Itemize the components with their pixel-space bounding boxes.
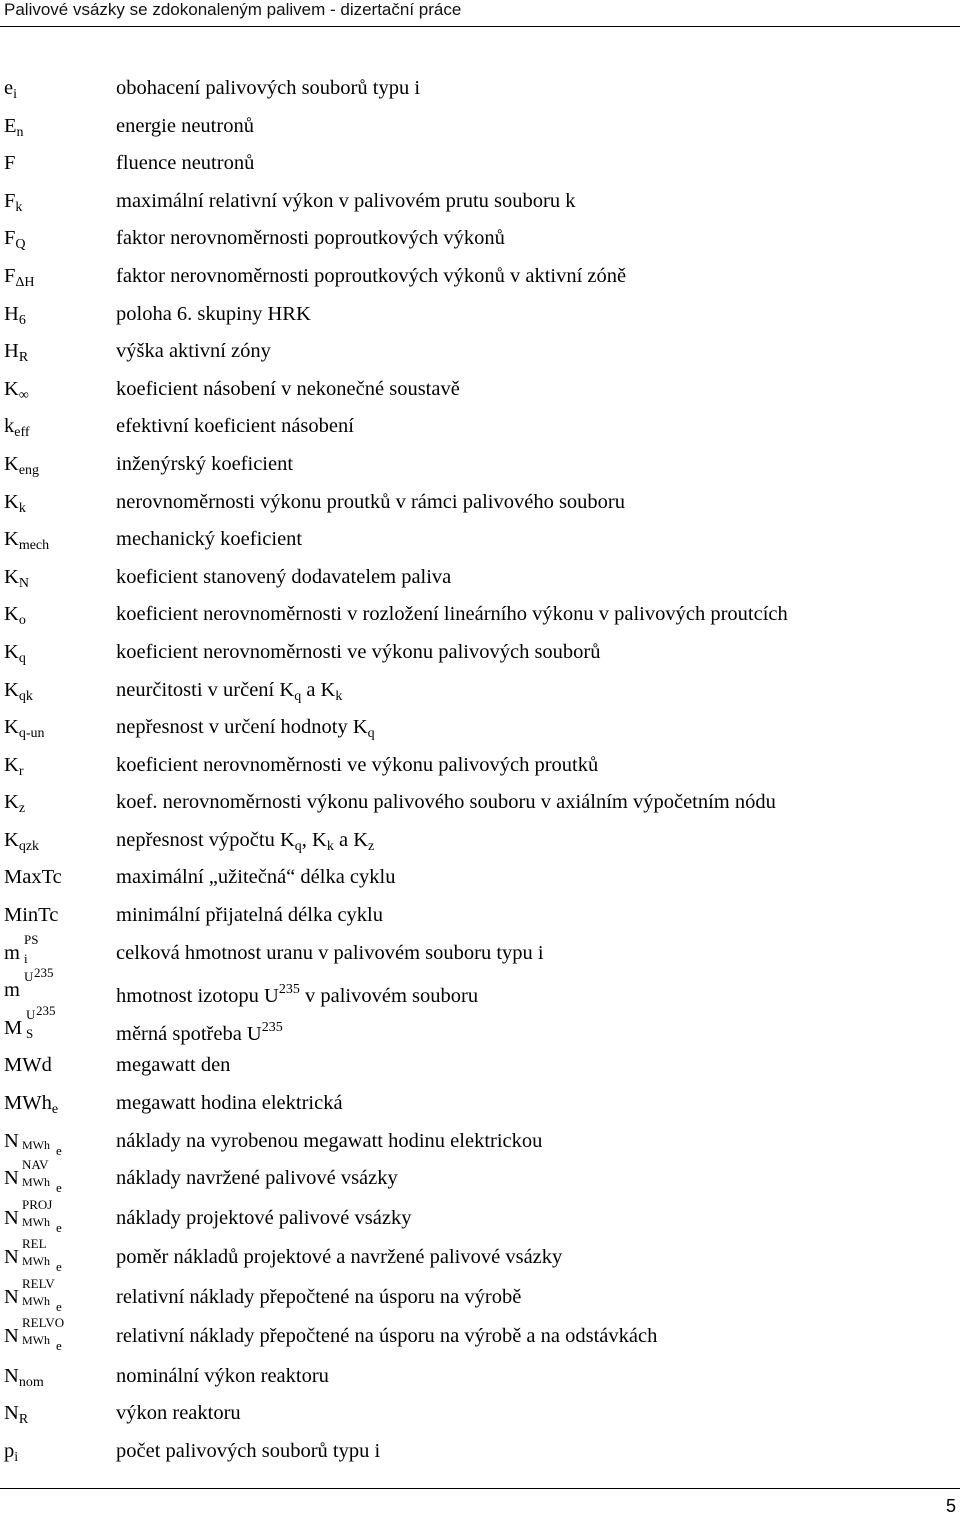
symbol-row [0,1236,960,1279]
symbol [4,1002,114,1046]
symbol-base: K [4,716,19,739]
description-text: a K [333,828,368,851]
symbol-stack [4,1275,64,1314]
symbol-subscript: ΔH [15,274,35,290]
symbol [4,527,114,558]
symbol-subscript: n [16,124,24,140]
symbol-description: relativní náklady přepočtené na úsporu na výrobě [116,1285,522,1308]
symbol [4,414,114,445]
symbol [4,1157,114,1196]
symbol [4,151,114,175]
symbol-row [0,1157,960,1200]
symbol-superscript: REL [22,1236,47,1252]
symbol [4,1401,114,1432]
symbol-subscript-2: e [56,1259,62,1275]
symbol-row [0,931,960,973]
symbol-subscript: MWh [22,1293,50,1308]
symbol-description: výkon reaktoru [116,1402,241,1425]
symbol-row [0,822,960,860]
symbol-superscript: PS [24,931,39,947]
symbol [4,226,114,257]
symbol-superscript: RELV [22,1275,55,1291]
symbol-description: koeficient nerovnoměrnosti ve výkonu palivových proutků [116,753,599,776]
symbol [4,903,114,927]
symbol-subscript: MWh [22,1333,50,1348]
symbol-row [0,965,960,1010]
symbol-stack [4,1236,64,1275]
symbol-row [0,296,960,334]
symbol [4,1439,114,1470]
symbol-row [0,596,960,634]
symbol-base: M [4,1016,23,1039]
symbol-description: faktor nerovnoměrnosti poproutkových výkonů [116,227,505,250]
symbol-superscript-2: 235 [36,1002,56,1018]
symbol-subscript: q [18,650,26,666]
symbol [4,490,114,521]
page-number: 5 [945,1496,956,1516]
description-subscript: k [335,688,343,704]
symbol-base: e [4,77,14,99]
symbol-base: K [4,828,19,851]
symbol-subscript: q-un [18,726,45,742]
symbol [4,931,114,971]
symbol-subscript: o [18,613,26,629]
symbol-row [0,371,960,409]
symbol [4,565,114,596]
symbol-subscript: N [18,575,29,591]
symbol-row [0,1047,960,1085]
symbol-base: K [4,753,19,776]
description-subscript: k [326,838,334,854]
symbol-base: K [4,490,19,513]
symbol-description [116,1016,956,1046]
symbol-base: K [4,377,19,400]
description-subscript: q [294,688,302,704]
symbol-row [0,1433,960,1471]
symbol-subscript: i [14,1449,19,1465]
symbol-list [0,70,960,1471]
symbol-subscript: i [13,87,17,102]
symbol-description: počet palivových souborů typu i [116,1439,381,1462]
description-subscript: q [294,838,302,854]
symbol-base: H [4,340,19,363]
symbol-stack [4,1315,65,1354]
symbol [4,264,114,295]
symbol-row [0,1196,960,1240]
page-header [0,0,960,24]
symbol-description: energie neutronů [116,114,254,137]
symbol-base: N [4,1206,19,1229]
symbol-row [0,446,960,484]
symbol-row [0,1395,960,1433]
symbol-row [0,145,960,183]
symbol-description: fluence neutronů [116,152,255,175]
symbol-description: megawatt den [116,1054,231,1077]
symbol-subscript-2: e [56,1180,62,1196]
symbol-subscript: i [24,950,28,966]
symbol [4,114,114,145]
symbol-row [0,183,960,221]
symbol-description: relativní náklady přepočtené na úsporu na výrobě a na odstávkách [116,1325,658,1348]
symbol-description: megawatt hodina elektrická [116,1092,343,1115]
symbol [4,640,114,671]
symbol-subscript: r [18,763,24,779]
symbol-description: maximální „užitečná“ délka cyklu [116,866,396,889]
symbol-base: F [4,227,16,250]
description-text: měrná spotřeba U [116,1022,262,1045]
symbol-description [116,715,956,746]
symbol-subscript: k [18,500,26,516]
symbol-superscript: U [24,969,34,985]
symbol [4,1236,114,1275]
symbol-subscript: R [18,350,29,366]
description-subscript: z [368,838,375,854]
symbol-stack [4,1157,64,1196]
symbol-stack [4,1196,64,1235]
symbol-row [0,559,960,597]
symbol-base: m [4,979,20,1002]
symbol-row [0,1315,960,1358]
symbol-subscript: MWh [22,1175,50,1190]
symbol [4,965,114,1008]
symbol-description: koeficient nerovnoměrnosti v rozložení lineárního výkonu v palivových proutcích [116,603,788,626]
symbol-description: poměr nákladů projektové a navržené palivové vsázky [116,1246,563,1269]
description-text: nepřesnost výpočtu K [116,828,295,851]
symbol-description: faktor nerovnoměrnosti poproutkových výkonů v aktivní zóně [116,264,627,287]
symbol-description: obohacení palivových souborů typu i [116,77,421,99]
symbol-subscript: MWh [22,1254,50,1269]
symbol-superscript: PROJ [22,1196,53,1212]
symbol-description: náklady navržené palivové vsázky [116,1167,398,1190]
symbol [4,1315,114,1354]
symbol-superscript: U [26,1006,36,1022]
symbol-base: K [4,565,19,588]
symbol-base: K [4,640,19,663]
symbol-row [0,108,960,146]
symbol-row [0,521,960,559]
symbol-base: MWd [4,1054,52,1077]
symbol-base: N [4,1325,19,1348]
symbol-base: N [4,1129,19,1152]
symbol-base: N [4,1167,19,1190]
symbol-subscript-2: e [56,1219,62,1235]
symbol-base: K [4,678,19,701]
symbol-subscript: e [51,1102,59,1118]
symbol-superscript-2: 235 [34,965,54,981]
symbol [4,1364,114,1395]
symbol [4,790,114,821]
symbol-row [0,672,960,710]
symbol-description [116,678,956,709]
symbol [4,678,114,709]
symbol-description: koeficient stanovený dodavatelem paliva [116,565,452,588]
symbol-subscript: qzk [18,838,40,854]
symbol-base: F [4,264,16,287]
symbol-subscript: eff [14,425,30,441]
symbol-description: náklady na vyrobenou megawatt hodinu elektrickou [116,1129,543,1152]
symbol-description: celková hmotnost uranu v palivovém souboru typu i [116,941,544,964]
symbol-subscript: nom [18,1374,44,1390]
header-title: Palivové vsázky se zdokonaleným palivem - dizertační práce [4,0,462,19]
symbol-subscript: 6 [18,312,26,328]
symbol-subscript: MWh [22,1137,50,1152]
symbol-base: MaxTc [4,866,62,889]
symbol-description: koeficient nerovnoměrnosti ve výkonu palivových souborů [116,640,601,663]
symbol-row [0,333,960,371]
description-text: neurčitosti v určení K [116,678,295,701]
footer-rule [0,1488,960,1489]
symbol [4,377,114,408]
symbol-row [0,70,960,108]
symbol-base: K [4,603,19,626]
symbol-description: náklady projektové palivové vsázky [116,1206,412,1229]
symbol-subscript: z [18,801,26,817]
symbol [4,1196,114,1236]
symbol-subscript: ∞ [18,387,29,403]
symbol-description: minimální přijatelná délka cyklu [116,904,383,927]
symbol-base: N [4,1285,19,1308]
symbol-base: N [4,1402,19,1425]
description-superscript: 235 [278,982,300,998]
symbol-subscript: eng [18,462,40,478]
description-text: hmotnost izotopu U [116,985,279,1008]
symbol-row [0,784,960,822]
symbol-row [0,484,960,522]
symbol-base: m [4,941,20,964]
symbol-superscript: RELVO [22,1315,65,1331]
symbol-stack [4,931,64,966]
symbol-base: K [4,528,19,551]
symbol-description [116,828,956,859]
symbol-base: k [4,415,15,438]
symbol-description: mechanický koeficient [116,528,303,551]
symbol-row [0,1275,960,1319]
symbol-subscript: S [26,1025,34,1041]
symbol-description: poloha 6. skupiny HRK [116,302,311,325]
symbol-base: p [4,1439,15,1462]
symbol-description: koef. nerovnoměrnosti výkonu palivového souboru v axiálním výpočetním nódu [116,791,776,814]
symbol-row [0,1085,960,1123]
symbol-subscript-2: e [56,1142,62,1158]
symbol-description: efektivní koeficient násobení [116,415,354,438]
symbol [4,602,114,633]
header-rule [0,26,960,27]
symbol-row [0,859,960,897]
symbol-description: maximální relativní výkon v palivovém prutu souboru k [116,189,576,212]
symbol-base: N [4,1246,19,1269]
symbol-row [0,747,960,785]
symbol-subscript: MWh [22,1214,50,1229]
symbol-base: K [4,452,19,475]
symbol-base: F [4,189,16,212]
symbol-subscript: qk [18,688,33,704]
symbol-row [0,258,960,296]
symbol-row [0,709,960,747]
symbol [4,753,114,784]
description-subscript: q [367,726,375,742]
symbol [4,828,114,859]
symbol-description [116,978,956,1008]
symbol-base: MinTc [4,904,59,927]
symbol-superscript: NAV [22,1157,49,1173]
symbol-base: F [4,152,16,175]
symbol-subscript: R [18,1412,29,1428]
symbol-base: H [4,302,19,325]
symbol [4,865,114,889]
symbol [4,452,114,483]
symbol-stack [4,1129,64,1158]
symbol [4,302,114,333]
symbol-row [0,1002,960,1048]
symbol-description: inženýrský koeficient [116,452,294,475]
symbol-description: nominální výkon reaktoru [116,1364,329,1387]
symbol-subscript: Q [15,237,26,253]
symbol-subscript: mech [18,538,50,554]
symbol-base: MWh [4,1092,52,1115]
symbol-row [0,220,960,258]
symbol-subscript-2: e [56,1338,62,1354]
symbol-stack [4,1002,64,1041]
symbol-description: koeficient násobení v nekonečné soustavě [116,377,460,400]
symbol-row [0,1358,960,1396]
symbol [4,1275,114,1315]
symbol-row [0,897,960,935]
symbol-row [0,1123,960,1161]
symbol [4,76,114,107]
description-superscript: 235 [261,1019,283,1035]
symbol-row [0,408,960,446]
symbol-base: N [4,1364,19,1387]
symbol [4,1053,114,1077]
symbol-description: výška aktivní zóny [116,340,271,363]
symbol-stack [4,965,64,1002]
symbol [4,1129,114,1159]
symbol [4,1091,114,1122]
symbol-row [0,634,960,672]
symbol [4,189,114,220]
description-text: v palivovém souboru [299,985,479,1008]
symbol-description: nerovnoměrnosti výkonu proutků v rámci palivového souboru [116,490,625,513]
description-text: a K [301,678,336,701]
symbol [4,715,114,746]
symbol-base: K [4,791,19,814]
symbol-subscript: k [15,199,23,215]
symbol [4,339,114,370]
symbol-base: E [4,114,17,137]
symbol-subscript-2: e [56,1298,62,1314]
description-text: , K [301,828,327,851]
description-text: nepřesnost v určení hodnoty K [116,716,368,739]
